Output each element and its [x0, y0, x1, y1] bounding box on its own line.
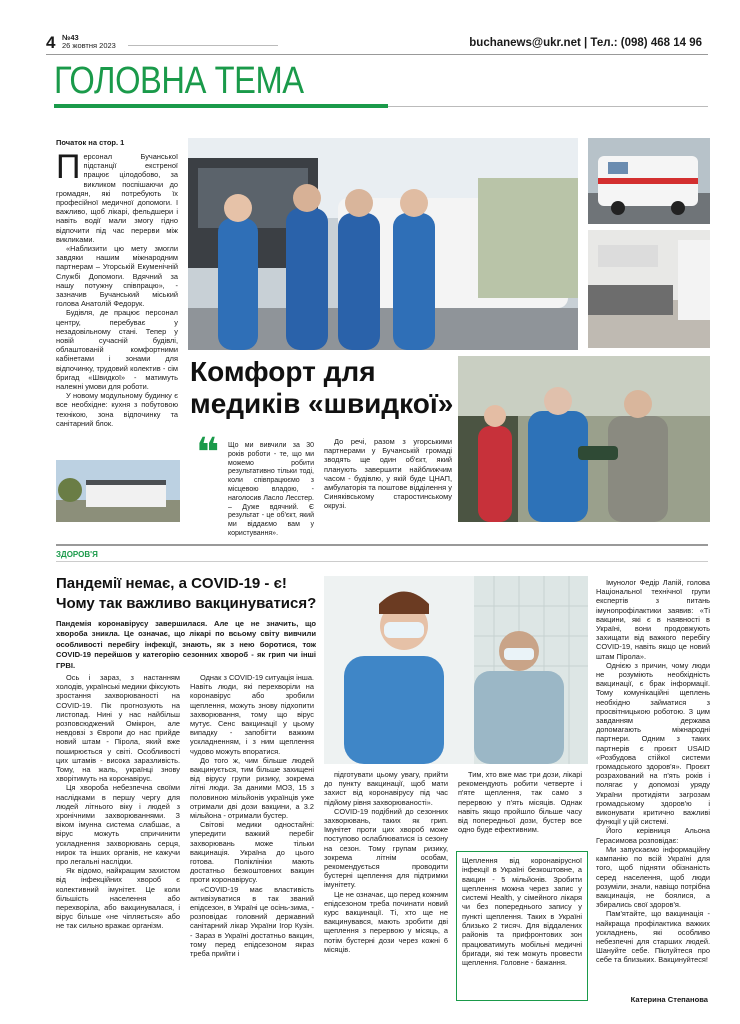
paragraph: Ця хвороба небезпечна своїми наслідками в першу чергу для людей літнього віку і людей з хронічними захворюваннями. З віком імунна система слабшає, а вірус можуть спричинити ускладнення захворювань серця, нирок та інших органів, не кажучи про легальні наслідки. [56, 783, 180, 867]
section-divider [56, 544, 708, 546]
article2-headline [56, 574, 326, 614]
section-title: ГОЛОВНА ТЕМА [54, 60, 304, 102]
paragraph: Ми запускаємо інформаційну кампанію по всій Україні для того, щоб підняти обізнаність серед населення, щоб люди розуміли, знали, навіщо потрібна вакцинація, не боялися, а збирались свої здоров'я. [596, 844, 710, 910]
paragraph: Це не означає, що перед кожним епідсезоном треба починати новий курс вакцинації. Ті, хто ще не вакцинувався, мають зробити дві щеплення з перервою у місяць, а потім бустерні дози через кожні 6 місяців. [324, 889, 448, 954]
paragraph: У новому модульному будинку є все необхідне: кухня з побутовою технікою, зона відпочинку та санітарний блок. [56, 391, 178, 428]
article2-column-3 [324, 770, 448, 954]
paragraph: «Наблизити цю мету змогли завдяки нашим міжнародним партнерам – Угорській Екуменічній Службі Допомоги. Вдячний за нашу потужну співпрацю», - зазначив Бучанський міський голова Анатолій Федорук. [56, 244, 178, 309]
paragraph: Світові медики одностайні: упередити важкий перебіг захворювань може тільки вакцинація. Україна до цього готова. Поліклініки мають достатньо безкоштовних вакцин проти коронавірусу. [190, 820, 314, 885]
paragraph: Пам'ятайте, що вакцинація - найкраща профілактика важких ускладнень, які особливо небезпечні для старших людей. Шануйте себе. Піклуйтеся про себе та близьких. Вакцинуйтеся! [596, 909, 710, 965]
article1-column-1 [56, 148, 178, 428]
paragraph: підготувати цьому увагу, прийти до пункту вакцинації, щоб мати захист від коронавірусу під час підйому рівня захворюваності». [324, 770, 448, 807]
article2-column-4 [458, 770, 582, 834]
section-title-underline [54, 104, 388, 108]
paragraph: Однією з причин, чому люди не розуміють необхідність вакцинації, є брак інформації. Тому комунікаційні щеплень необхідно займатися з просвітницькою роботою. З цим завданням держава допомагають міжнародні партнери. Одним з таких партнерів є проєкт USAID «Розбудова стійкої системи громадського здоров'я». Проєкт розрахований на п'ять років і полягає у допомозі уряду України протидіяти загрозам громадському здоров'ю і виконувати критично важливі функції у цій системі. [596, 660, 710, 827]
paragraph: «COVID-19 має властивість активізуватися в так званий епідсезон, в Україні це осінь-зима, - розповідає головний державний санітарний лікар України Ігор Кузін. - Зараз в Україні достатньо вакцин, тому перед епідсезоном якраз треба прийти і [190, 884, 314, 959]
issue-date: 26 жовтня 2023 [62, 41, 116, 50]
paragraph: Як відомо, найкращим захистом від інфекційних хвороб є колективний імунітет. Це коли більшість населення або перехворіла, або вакцинувалася, і вірус більше «не чіпляється» або не так сильно вражає організм. [56, 866, 180, 931]
photo-vaccination [324, 576, 588, 764]
paragraph: Будівля, де працює персонал центру, перебуває у незадовільному стані. Тепер у новій сучасній будівлі, облаштованій комфортними кабінетами і зонами для відпочинку, трудовий колектив - сім бригад «Швидкої» - матимуть належні умови для роботи. [56, 308, 178, 392]
dropcap: П [56, 148, 81, 186]
paragraph: До того ж, чим більше людей вакцинується, тим більше захищені від вірусу групи ризику, зокрема літні люди. За даними МОЗ, 15 з половиною мільйонів українців уже отримали дві дози вакцини, а 3.2 мільйона - отримали бустер. [190, 755, 314, 821]
section-title-rule [388, 106, 708, 107]
continued-label: Початок на стор. 1 [56, 138, 125, 147]
paragraph: До речі, разом з угорськими партнерами у Бучанській громаді зводять ще один об'єкт, який планують завершити найближчим часом - будівлю, у якій буде ЦНАП, амбулаторія та поштове відділення у Синяківському старостинському окрузі. [324, 437, 452, 511]
photo-interior [588, 230, 710, 348]
paragraph: Тим, хто вже має три дози, лікарі рекомендують робити четверте і п'яте щеплення, так само з перервою у п'ять місяців. Однак навіть якщо пройшло більше часу від попередньої дози, бустер все одно буде ефективним. [458, 770, 582, 835]
issue-info [62, 34, 116, 50]
paragraph: ерсонал Бучанської підстанції екстреної працює цілодобово, за викликом поспішаючи до громадян, які потребують їх професійної медичної допомоги. І важливо, щоб лікарі, фельдшери і навіть водії мали змогу гідно відпочити під час перерви між викликами. [56, 152, 178, 244]
photo-group-staff [188, 138, 578, 350]
top-rule [46, 54, 708, 55]
photo-handshake [458, 356, 710, 522]
article1-headline [190, 356, 453, 420]
pull-quote: Що ми вивчили за 30 років роботи - те, що ми можемо робити результативно тільки тоді, коли співпрацюємо з місцевою владою, - наголосив Ласло Лесстер. – Дуже вдячний. Є результат - це об'єкт, який ми віддаємо вам у користування». [228, 442, 314, 537]
photo-building [56, 460, 180, 522]
page-number: 4 [46, 33, 56, 52]
headline-line: Пандемії немає, а COVID-19 - є! [56, 575, 287, 592]
headline-line: Комфорт для [190, 356, 376, 387]
header-rule [128, 45, 278, 46]
section-label: ЗДОРОВ'Я [56, 550, 98, 559]
paragraph: Ось і зараз, з настанням холодів, українські медики фіксують зростання захворюваності на COVID-19. Пік прогнозують на листопад. Нині у нас найбільш розповсюджений Омікрон, але невдовзі з Європи до нас прийде новий штам - Пірола, який вже поширюється у світі. Особливості цих штамів - висока заразливість. Тому, на жаль, українці знову хворітимуть на коронавірус. [56, 673, 180, 784]
issue-number: №43 [62, 33, 79, 42]
article2-column-5 [596, 578, 710, 965]
paragraph: COVID-19 подібний до сезонних захворювань, таких як грип. Імунітет проти цих хвороб може поступово ослаблюватися із сезону на сезон. Тому групам ризику, зокрема літнім особам, рекомендується проводити бустерні щеплення для підтримки імунітету. [324, 806, 448, 890]
article2-column-1 [56, 673, 180, 931]
article1-column-3 [324, 437, 452, 511]
article2-lead: Пандемія коронавірусу завершилася. Але це не значить, що хвороба зникла. Це означає, що лікарі по всьому світу вивчили особливості перебігу інфекції, знають, як з нею боротися, тож COVID-19 перейшов у категорію сезонних хвороб - як грип чи інші ГРВІ. [56, 619, 316, 670]
paragraph: Його керівниця Альона Герасимова розповідає: [596, 826, 710, 845]
paragraph: Однак з COVID-19 ситуація інша. Навіть люди, які перехворіли на коронавірус або зробили щеплення, можуть знову підхопити захворювання, тому що вірус мутує. Сенс вакцинації у цьому випадку - запобігти важким ускладненням, і з ним щеплення чудово можуть впоратися. [190, 673, 314, 756]
photo-ambulance [588, 138, 710, 224]
contacts: buchanews@ukr.net | Тел.: (098) 468 14 96 [469, 37, 702, 49]
paragraph: Імунолог Федір Лапій, голова Національної технічної групи експертів з питань імунопрофілактики заявив: «Ті вакцини, які є в наявності в Україні, вони продовжують захищати від важкого перебігу COVID-19, навіть якщо це новий штам Пірола». [596, 578, 710, 661]
author-byline: Катерина Степанова [630, 995, 708, 1004]
quote-icon: ❝ [196, 431, 220, 475]
section-sub-divider [56, 561, 708, 562]
headline-line: Чому так важливо вакцинуватися? [56, 595, 317, 612]
headline-line: медиків «швидкої» [190, 388, 454, 419]
article2-column-2 [190, 673, 314, 958]
callout-box: Щеплення від коронавірусної інфекції в Україні безкоштовне, а вакцин - 5 мільйонів. Зробити щеплення можна через запис у системі Health, у сімейного лікаря чи без попереднього запису у пункті щеплення. Таких в Україні близько 2 тисяч. Для віддалених районів та прифронтових зон працюватимуть мобільні медичні бригади, які теж можуть провести щеплення. Головне - бажання. [456, 851, 588, 1001]
